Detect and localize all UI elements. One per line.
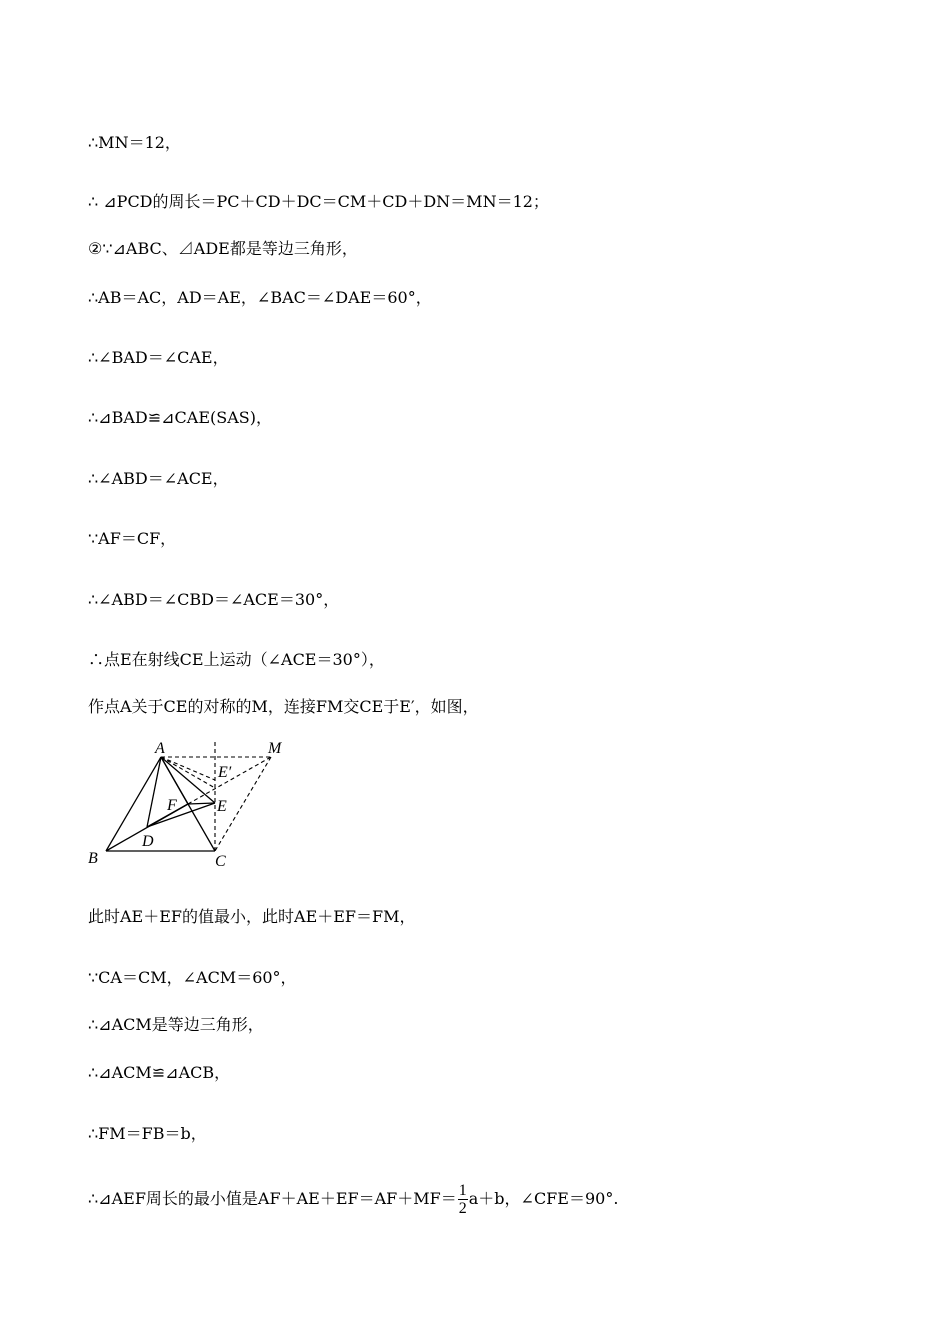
- text-line: ∴∠BAD＝∠CAE，: [88, 348, 229, 367]
- text-line: ∴∠ABD＝∠ACE，: [88, 469, 229, 488]
- segment-DE: [147, 803, 215, 827]
- text-line: ②∵⊿ABC、⊿ADE都是等边三角形，: [88, 239, 358, 258]
- label-C: C: [215, 853, 226, 870]
- text-line: 此时AE＋EF的值最小，此时AE＋EF＝FM，: [88, 907, 416, 926]
- fraction-denominator: 2: [458, 1200, 467, 1217]
- label-B: B: [88, 850, 98, 867]
- text-line: ∴MN＝12，: [88, 133, 181, 152]
- geometry-figure: [84, 736, 304, 872]
- label-A: A: [155, 740, 165, 757]
- text-line: ∴AB＝AC，AD＝AE，∠BAC＝∠DAE＝60°，: [88, 288, 432, 307]
- fraction-numerator: 1: [458, 1182, 467, 1199]
- dashed-AE-prime-2: [161, 757, 215, 788]
- final-line-before: ∴⊿AEF周长的最小值是AF＋AE＋EF＝AF＋MF＝: [88, 1189, 457, 1208]
- text-line: ∴∠ABD＝∠CBD＝∠ACE＝30°，: [88, 590, 340, 609]
- text-line: ∴⊿ACM是等边三角形，: [88, 1015, 264, 1034]
- text-line: ∴⊿BAD≌⊿CAE(SAS)，: [88, 408, 272, 427]
- label-D: D: [142, 833, 154, 850]
- text-line: ∴ ⊿PCD的周长＝PC＋CD＋DC＝CM＋CD＋DN＝MN＝12；: [88, 192, 549, 211]
- fraction: [458, 1182, 468, 1217]
- final-line-after: a＋b，∠CFE＝90°.: [468, 1189, 619, 1208]
- dashed-AE-prime: [161, 757, 215, 780]
- final-line: [88, 1182, 618, 1217]
- text-line: ∴FM＝FB＝b，: [88, 1124, 207, 1143]
- text-line: ∴⊿ACM≌⊿ACB，: [88, 1063, 231, 1082]
- label-E-prime: E′: [218, 764, 232, 781]
- label-E: E: [217, 798, 227, 815]
- segment-AD: [147, 757, 161, 827]
- text-line: 作点A关于CE的对称的M，连接FM交CE于E′，如图，: [88, 697, 479, 716]
- label-M: M: [268, 740, 282, 757]
- text-line: ∵CA＝CM，∠ACM＝60°，: [88, 968, 297, 987]
- label-F: F: [167, 797, 177, 814]
- text-line: ∴点E在射线CE上运动（∠ACE＝30°），: [88, 650, 385, 669]
- text-line: ∵AF＝CF，: [88, 529, 177, 548]
